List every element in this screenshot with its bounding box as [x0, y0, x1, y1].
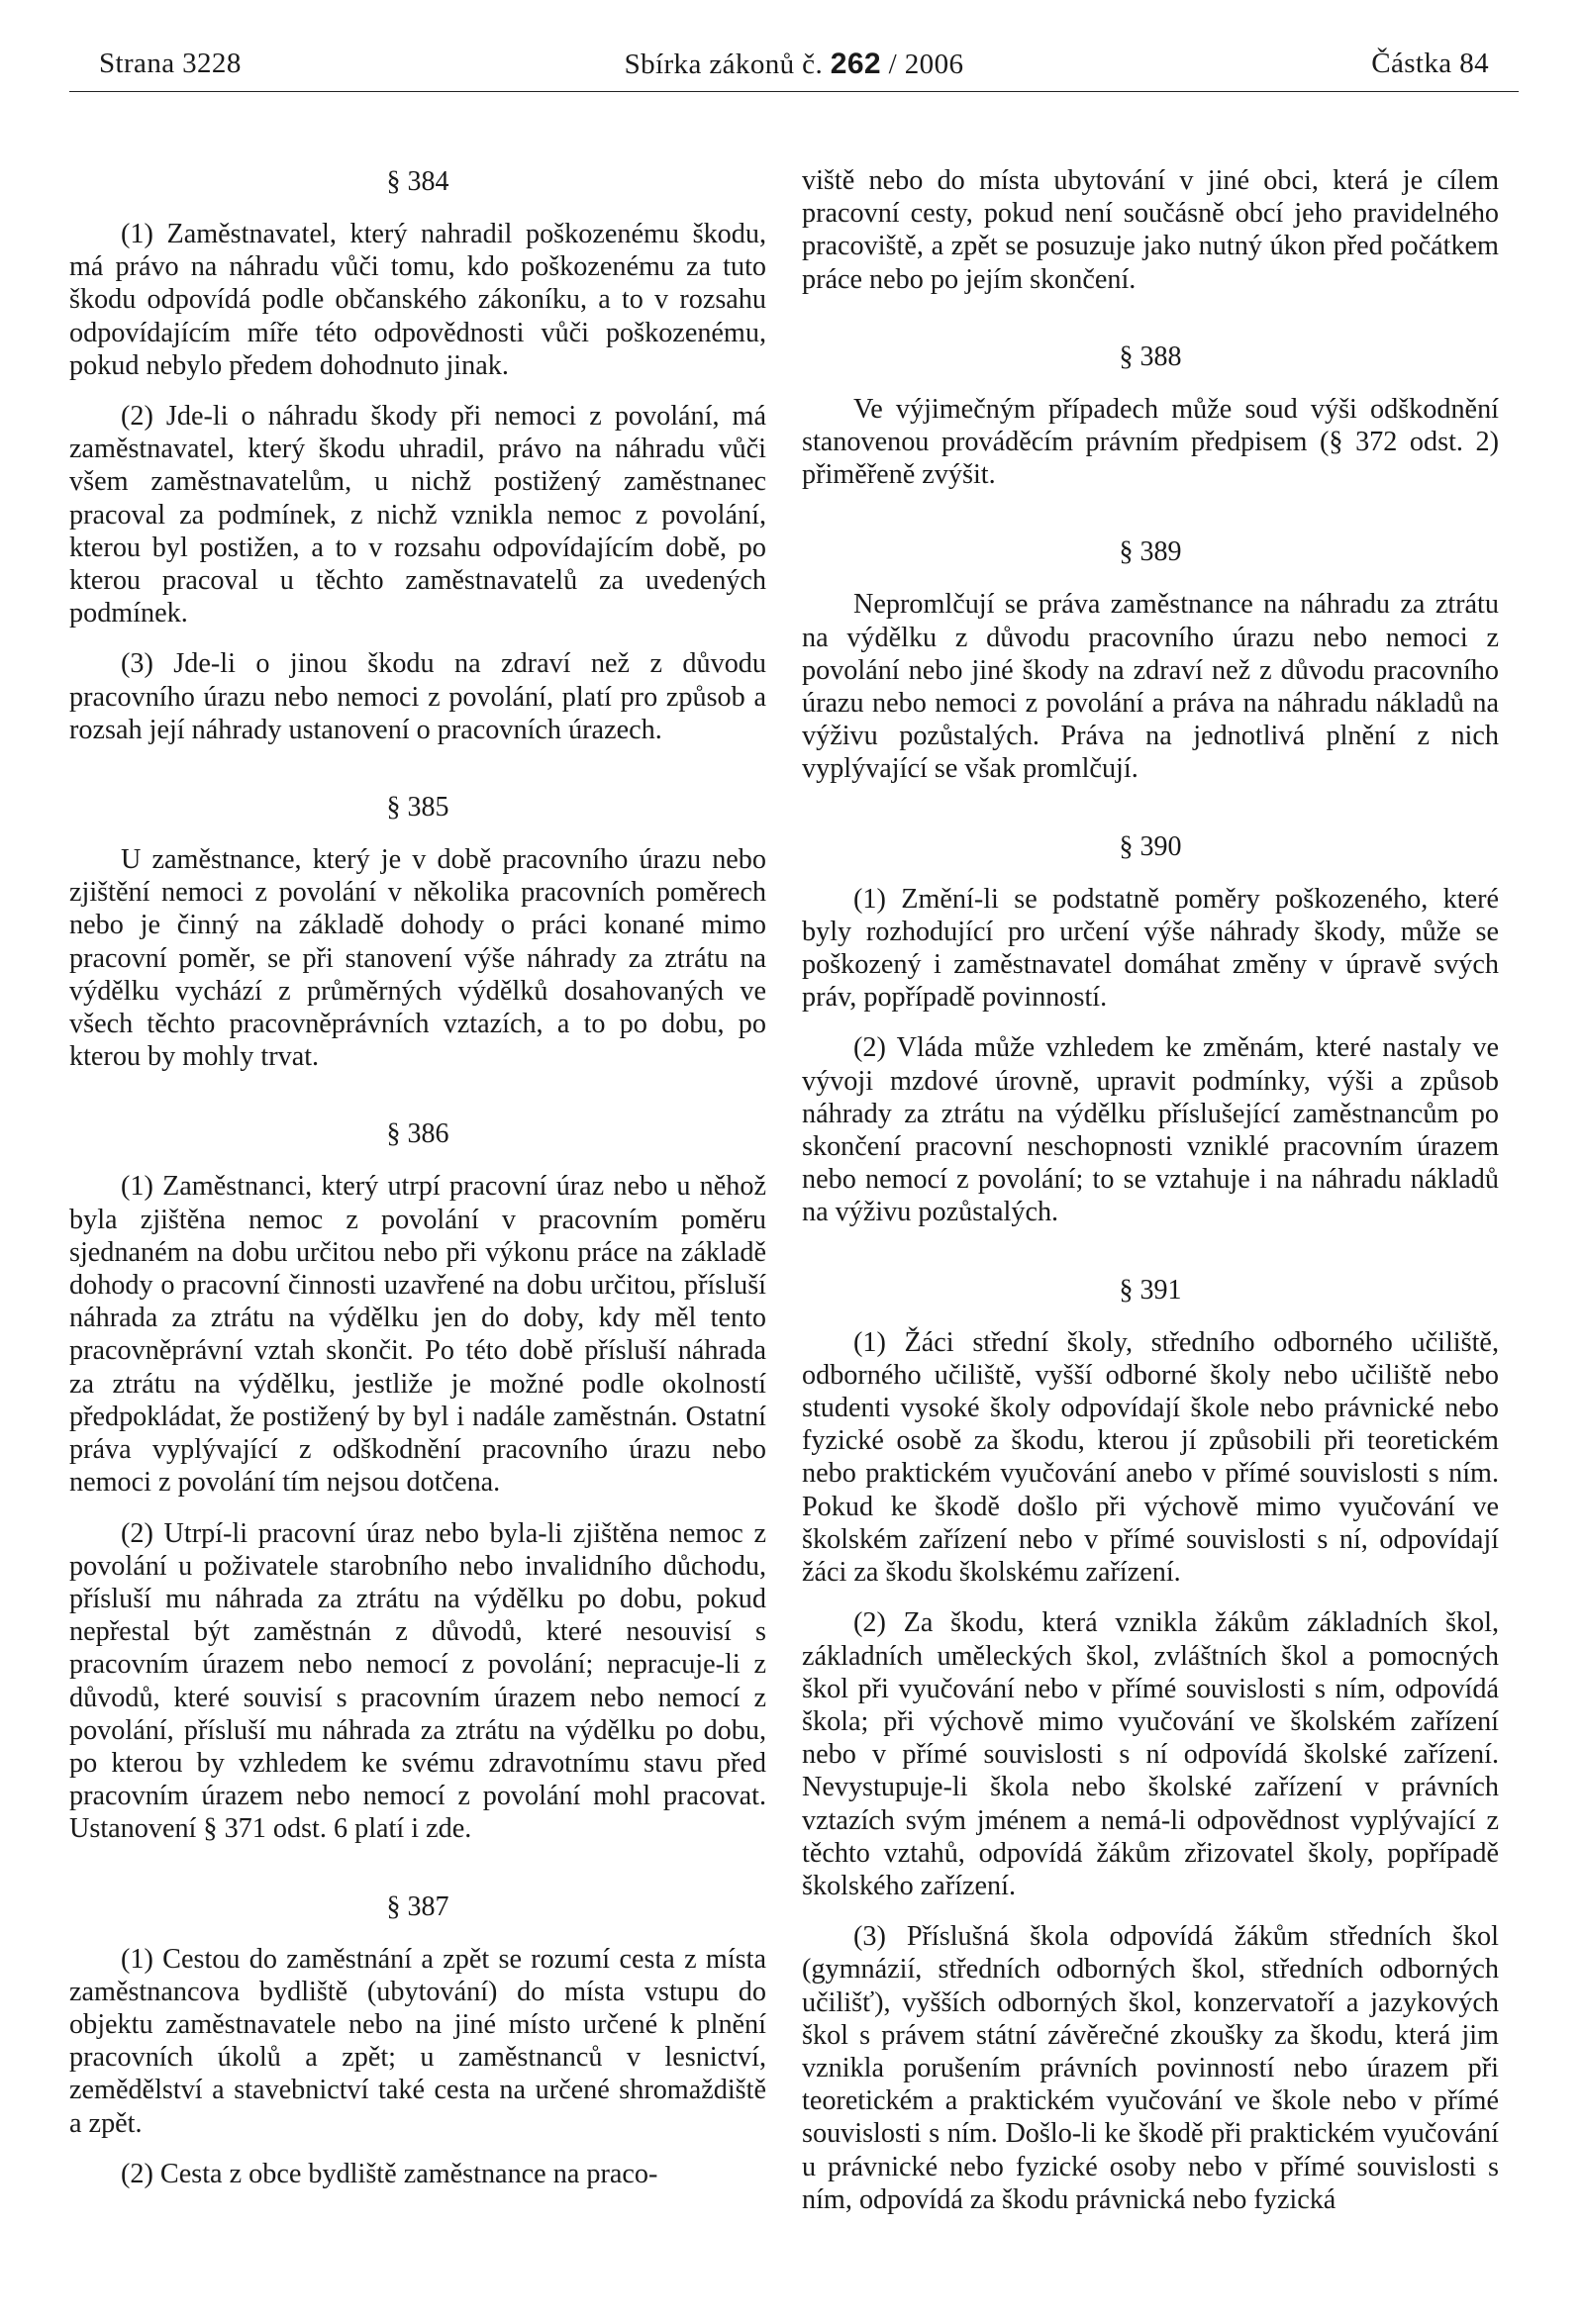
- section-title: § 390: [1119, 830, 1182, 862]
- section-title: § 387: [386, 1890, 449, 1922]
- paragraph: (3) Jde-li o jinou škodu na zdraví než z důvodu pracovního úrazu nebo nemoci z povolání, platí pro způsob a rozsah její náhrady ustanovení o pracovních úrazech.: [69, 648, 766, 745]
- section-title: § 391: [1119, 1274, 1182, 1306]
- paragraph: (1) Cestou do zaměstnání a zpět se rozumí cesta z místa zaměstnancova bydliště (ubytování) do místa vstupu do objektu zaměstnavatele nebo na jiné místo určené k plnění pracovních úkolů a zpět; u zaměstnanců v lesnictví, zemědělství a stavebnictví také cesta na určené shromaždiště a zpět.: [69, 1943, 766, 2139]
- page-number: Strana 3228: [99, 48, 242, 79]
- collection-year: / 2006: [888, 48, 964, 80]
- left-column: [69, 164, 766, 2190]
- section-title: § 389: [1119, 536, 1182, 568]
- paragraph: (1) Žáci střední školy, středního odborného učiliště, odborného učiliště, vyšší odborné školy nebo učiliště nebo studenti vysoké školy odpovídají škole nebo právnické nebo fyzické osobě za škodu, kterou jí způsobili při teoretickém nebo praktickém vyučování anebo v přímé souvislosti s ním. Pokud ke škodě došlo při výchově mimo vyučování ve školském zařízení nebo v přímé souvislosti s ní, odpovídají žáci za škodu školskému zařízení.: [802, 1326, 1499, 1589]
- paragraph: (1) Změní-li se podstatně poměry poškozeného, které byly rozhodující pro určení výše náhrady škody, může se poškozený i zaměstnavatel domáhat změny v úpravě svých práv, popřípadě povinností.: [802, 883, 1499, 1014]
- paragraph: (2) Utrpí-li pracovní úraz nebo byla-li zjištěna nemoc z povolání u poživatele starobního nebo invalidního důchodu, přísluší mu náhrada za ztrátu na výdělku po dobu, pokud nepřestal být zaměstnán z důvodů, které nesouvisí s pracovním úrazem nebo nemocí z povolání; nepracuje-li z důvodů, které souvisí s pracovním úrazem nebo nemocí z povolání, přísluší mu náhrada za ztrátu na výdělku po dobu, po kterou by vzhledem ke svému zdravotnímu stavu před pracovním úrazem nebo nemocí z povolání mohl pracovat. Ustanovení § 371 odst. 6 platí i zde.: [69, 1517, 766, 1845]
- paragraph-continuation: viště nebo do místa ubytování v jiné obci, která je cílem pracovní cesty, pokud není součásně obcí jeho pravidelného pracoviště, a zpět se posuzuje jako nutný úkon před počátkem práce nebo po jejím skončení.: [802, 165, 1499, 295]
- collection-number: 262: [830, 48, 882, 80]
- paragraph: (1) Zaměstnavatel, který nahradil poškozenému škodu, má právo na náhradu vůči tomu, kdo poškozenému za tuto škodu odpovídá podle občanského zákoníku, a to v rozsahu odpovídajícím míře této odpovědnosti vůči poškozenému, pokud nebylo předem dohodnuto jinak.: [69, 219, 766, 381]
- right-column: [802, 164, 1499, 2216]
- page-header: [69, 42, 1519, 91]
- paragraph: (3) Příslušná škola odpovídá žákům středních škol (gymnázií, středních odborných škol, středních odborných učilišť), vyšších odborných škol, konzervatoří a jazykových škol s právem státní závěrečné zkoušky za škodu, která jim vznikla porušením právních povinností nebo úrazem při teoretickém a praktickém vyučování ve škole nebo v přímé souvislosti s ním. Došlo-li ke škodě při praktickém vyučování u právnické nebo fyzické osoby nebo v přímé souvislosti s ním, odpovídá za škodu právnická nebo fyzická: [802, 1921, 1499, 2215]
- paragraph: Nepromlčují se práva zaměstnance na náhradu za ztrátu na výdělku z důvodu pracovního úrazu nebo nemoci z povolání nebo jiné škody na zdraví než z důvodu pracovního úrazu nebo nemoci z povolání a práva na náhradu nákladů na výživu pozůstalých. Práva na jednotlivá plnění z nich vyplývající se však promlčují.: [802, 589, 1499, 785]
- paragraph: (2) Za škodu, která vznikla žákům základních škol, základních uměleckých škol, zvláštních škol a pomocných škol při vyučování nebo v přímé souvislosti s ním, odpovídá škola; při výchově mimo vyučování ve školském zařízení nebo v přímé souvislosti s ní odpovídá školské zařízení. Nevystupuje-li škola nebo školské zařízení v právních vztazích svým jménem a nemá-li odpovědnost vyplývající z těchto vztahů, odpovídá žákům zřizovatel školy, popřípadě školského zařízení.: [802, 1607, 1499, 1901]
- collection-reference: [69, 48, 1519, 81]
- section-title: § 386: [386, 1118, 449, 1150]
- header-rule: [69, 91, 1519, 92]
- section-title: § 388: [1119, 340, 1182, 372]
- paragraph: (1) Zaměstnanci, který utrpí pracovní úraz nebo u něhož byla zjištěna nemoc z povolání v pracovním poměru sjednaném na dobu určitou nebo při výkonu práce na základě dohody o pracovní činnosti uzavřené na dobu určitou, přísluší náhrada za ztrátu na výdělku jen do doby, kdy měl tento pracovněprávní vztah skončit. Po této době přísluší náhrada za ztrátu na výdělku, jestliže je možné podle okolností předpokládat, že postižený by byl i nadále zaměstnán. Ostatní práva vyplývající z odškodnění pracovního úrazu nebo nemoci z povolání tím nejsou dotčena.: [69, 1171, 766, 1499]
- part-label: Částka 84: [1371, 48, 1489, 79]
- paragraph: U zaměstnance, který je v době pracovního úrazu nebo zjištění nemoci z povolání v několika pracovních poměrech nebo je činný na základě dohody o práci konané mimo pracovní poměr, se při stanovení výše náhrady za ztrátu na výdělku vychází z průměrných výdělků dosahovaných ve všech těchto pracovněprávních vztazích, a to po dobu, po kterou by mohly trvat.: [69, 844, 766, 1073]
- section-title: § 384: [386, 166, 449, 197]
- paragraph: Ve výjimečným případech může soud výši odškodnění stanovenou prováděcím právním předpisem (§ 372 odst. 2) přiměřeně zvýšit.: [802, 393, 1499, 491]
- paragraph: (2) Cesta z obce bydliště zaměstnance na praco-: [121, 2158, 658, 2189]
- paragraph: (2) Jde-li o náhradu škody při nemoci z povolání, má zaměstnavatel, který škodu uhradil, právo na náhradu vůči všem zaměstnavatelům, u nichž postižený zaměstnanec pracoval za podmínek, z nichž vznikla nemoc z povolání, kterou byl postižen, a to v rozsahu odpovídajícím době, po kterou pracoval u těchto zaměstnavatelů za uvedených podmínek.: [69, 401, 766, 629]
- paragraph: (2) Vláda může vzhledem ke změnám, které nastaly ve vývoji mzdové úrovně, upravit podmínky, výši a způsob náhrady za ztrátu na výdělku příslušející zaměstnancům po skončení pracovní neschopnosti vzniklé pracovním úrazem nebo nemocí z povolání; to se vztahuje i na náhradu nákladů na výživu pozůstalých.: [802, 1032, 1499, 1228]
- section-title: § 385: [386, 792, 449, 823]
- collection-prefix: Sbírka zákonů č.: [624, 48, 824, 80]
